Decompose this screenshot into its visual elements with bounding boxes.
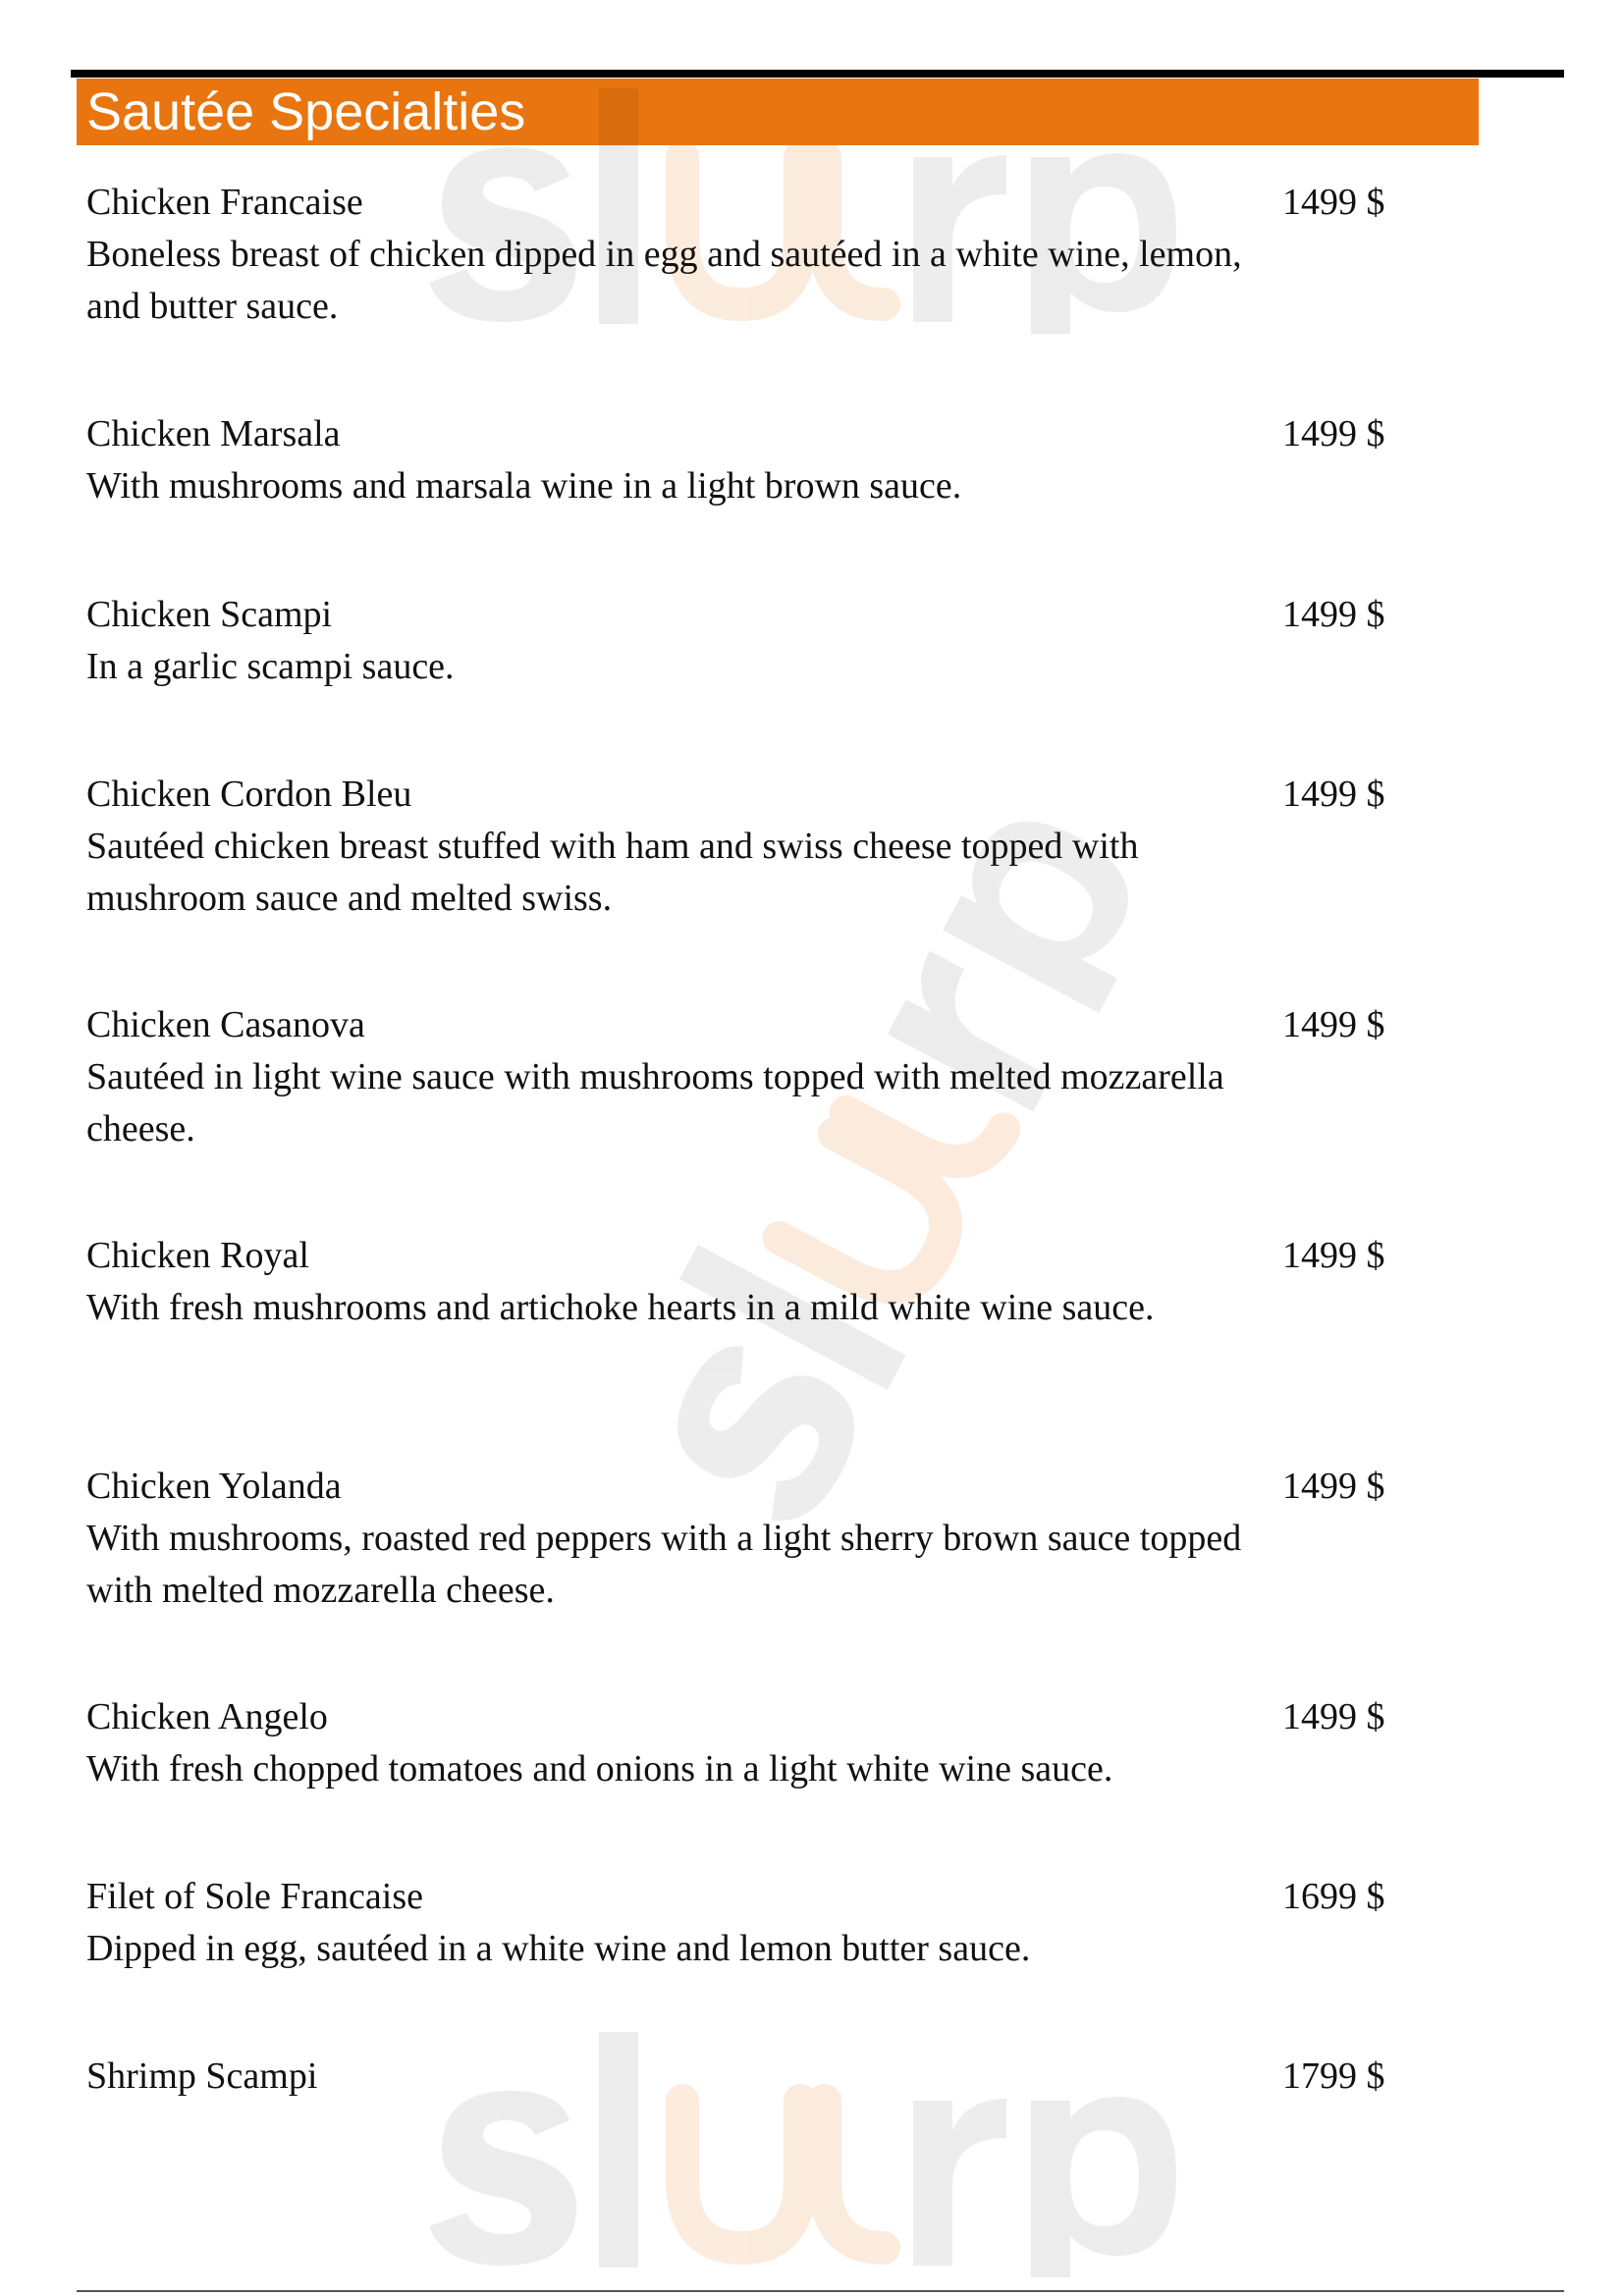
item-description: With mushrooms, roasted red peppers with a light sherry brown sauce topped with melted mozzarella cheese.	[86, 1518, 1242, 1611]
item-name: Chicken Marsala	[86, 413, 341, 454]
item-price: 1499 $	[1282, 1004, 1385, 1045]
item-price: 1799 $	[1282, 2056, 1385, 2097]
item-price: 1499 $	[1282, 1466, 1385, 1507]
item-description: Sautéed in light wine sauce with mushrooms topped with melted mozzarella cheese.	[86, 1056, 1224, 1149]
item-name: Chicken Francaise	[86, 182, 363, 223]
item-name: Chicken Scampi	[86, 594, 333, 635]
item-description: Sautéed chicken breast stuffed with ham and swiss cheese topped with mushroom sauce and melted swiss.	[86, 826, 1139, 919]
item-name: Chicken Casanova	[86, 1004, 365, 1045]
item-name: Chicken Angelo	[86, 1696, 328, 1737]
section-header	[77, 79, 1479, 145]
menu-item	[86, 2051, 1412, 2103]
item-price: 1499 $	[1282, 594, 1385, 635]
menu-item	[86, 999, 1412, 1155]
bottom-rule	[77, 2290, 1564, 2292]
item-description: With fresh mushrooms and artichoke hearts in a mild white wine sauce.	[86, 1287, 1155, 1328]
menu-item	[86, 1230, 1412, 1334]
menu-item	[86, 1871, 1412, 1975]
menu-item	[86, 1461, 1412, 1617]
menu-item	[86, 408, 1412, 512]
menu-item	[86, 769, 1412, 925]
section-title: Sautée Specialties	[86, 82, 526, 141]
item-description: With fresh chopped tomatoes and onions in a light white wine sauce.	[86, 1748, 1113, 1789]
item-name: Filet of Sole Francaise	[86, 1876, 423, 1917]
item-name: Shrimp Scampi	[86, 2056, 318, 2097]
item-description: With mushrooms and marsala wine in a light brown sauce.	[86, 465, 962, 507]
item-description: In a garlic scampi sauce.	[86, 646, 455, 687]
menu-item	[86, 589, 1412, 693]
item-price: 1699 $	[1282, 1876, 1385, 1917]
item-description: Dipped in egg, sautéed in a white wine and lemon butter sauce.	[86, 1928, 1031, 1969]
item-price: 1499 $	[1282, 774, 1385, 815]
item-price: 1499 $	[1282, 413, 1385, 454]
slurpy-watermark-icon	[403, 1963, 1208, 2277]
item-price: 1499 $	[1282, 1235, 1385, 1276]
item-price: 1499 $	[1282, 182, 1385, 223]
item-name: Chicken Royal	[86, 1235, 309, 1276]
item-name: Chicken Yolanda	[86, 1466, 342, 1507]
menu-item	[86, 1691, 1412, 1795]
item-description: Boneless breast of chicken dipped in egg and sautéed in a white wine, lemon, and butter sauce.	[86, 234, 1242, 327]
top-rule	[71, 70, 1564, 78]
menu-item	[86, 177, 1412, 333]
item-price: 1499 $	[1282, 1696, 1385, 1737]
item-name: Chicken Cordon Bleu	[86, 774, 412, 815]
